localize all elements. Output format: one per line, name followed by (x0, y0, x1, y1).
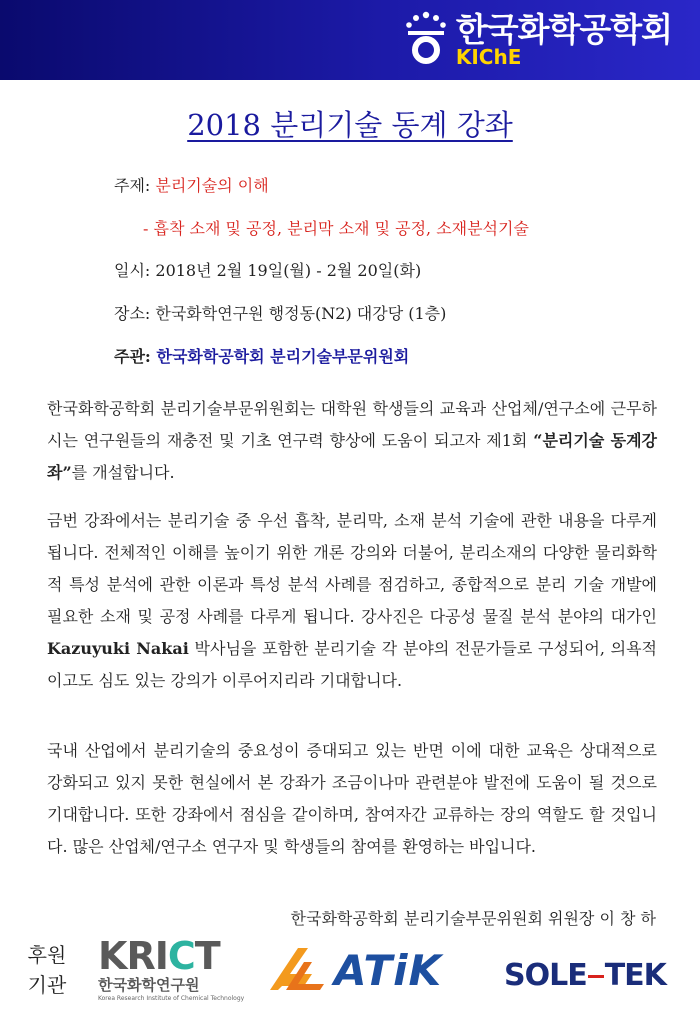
krict-letter-c: C (167, 934, 195, 978)
topic-detail: - 흡착 소재 및 공정, 분리막 소재 및 공정, 소재분석기술 (143, 219, 529, 238)
intro-paragraph (47, 393, 657, 489)
krict-korean-name: 한국화학연구원 (98, 976, 200, 994)
logo-korean-name: 한국화학공학회 (455, 10, 672, 49)
kiche-logo (404, 10, 672, 68)
soletek-word-b: TEK (604, 958, 666, 993)
krict-english-name: Korea Research Institute of Chemical Technology (98, 995, 245, 1002)
host-line (114, 344, 409, 367)
sponsor-label-line2: 기관 (27, 973, 67, 997)
place-value: 한국화학연구원 행정동(N2) 대강당 (1층) (155, 304, 447, 323)
date-line (114, 258, 421, 281)
lecturer-name: Kazuyuki Nakai (47, 639, 189, 658)
place-line (114, 301, 446, 324)
kiche-emblem-icon (404, 10, 448, 68)
place-label: 장소: (114, 304, 156, 323)
atik-emblem-icon (268, 944, 334, 996)
header-banner (0, 0, 700, 80)
date-value: 2018년 2월 19일(월) - 2월 20일(화) (155, 261, 422, 280)
sponsor-label-line1: 후원 (27, 943, 67, 967)
topic-value: 분리기술의 이해 (155, 176, 269, 195)
signature: 한국화학공학회 분리기술부문위원회 위원장 이 창 하 (290, 909, 656, 928)
soletek-word-a: SOLE (504, 958, 587, 993)
krict-letter-t: T (194, 934, 220, 978)
atik-logo (268, 944, 466, 996)
closing-paragraph: 국내 산업에서 분리기술의 중요성이 증대되고 있는 반면 이에 대한 교육은 상대적으로 강화되고 있지 못한 현실에서 본 강좌가 조금이나마 관련분야 발전에 도움이 될 것으로 기대합니다. 또한 강좌에서 점심을 같이하며, 참여자간 교류하는 장의 역할도 할 것입니다. 많은 산업체/연구소 연구자 및 학생들의 참여를 환영하는 바입니다. (47, 741, 657, 856)
krict-wordmark (98, 934, 233, 978)
host-label: 주관: (114, 347, 157, 366)
intro-text-end: 를 개설합니다. (71, 463, 175, 482)
soletek-logo (504, 958, 666, 993)
soletek-accent-bar (588, 975, 604, 978)
sponsor-label (22, 940, 72, 1000)
content-paragraph (47, 505, 657, 697)
logo-english-name: KIChE (455, 45, 522, 69)
krict-letters: KRI (98, 934, 168, 978)
content-text-end: 박사님을 포함한 분리기술 각 분야의 전문가들로 구성되어, 의욕적이고도 심도 있는 강의가 이루어지리라 기대합니다. (47, 639, 657, 690)
page-title: 2018 분리기술 동계 강좌 (187, 108, 513, 142)
intro-text: 한국화학공학회 분리기술부문위원회는 대학원 학생들의 교육과 산업체/연구소에 근무하시는 연구원들의 재충전 및 기초 연구력 향상에 도움이 되고자 제1회 (47, 399, 657, 450)
atik-wordmark: ATiK (334, 946, 443, 995)
krict-logo (98, 934, 245, 1007)
topic-label: 주제: (114, 176, 156, 195)
course-name-emphasis: “분리기술 동계강좌” (47, 431, 658, 482)
topic-line (114, 173, 269, 196)
date-label: 일시: (114, 261, 156, 280)
content-text: 금번 강좌에서는 분리기술 중 우선 흡착, 분리막, 소재 분석 기술에 관한 내용을 다루게 됩니다. 전체적인 이해를 높이기 위한 개론 강의와 더불어, 분리소재의 다양한 물리화학적 특성 분석에 관한 이론과 특성 분석 사례를 점검하고, 종합적으로 분리 기술 개발에 필요한 소재 및 공정 사례를 다루게 됩니다. 강사진은 다공성 물질 분석 분야의 대가인 (47, 511, 657, 626)
host-value: 한국화학공학회 분리기술부문위원회 (156, 347, 410, 366)
